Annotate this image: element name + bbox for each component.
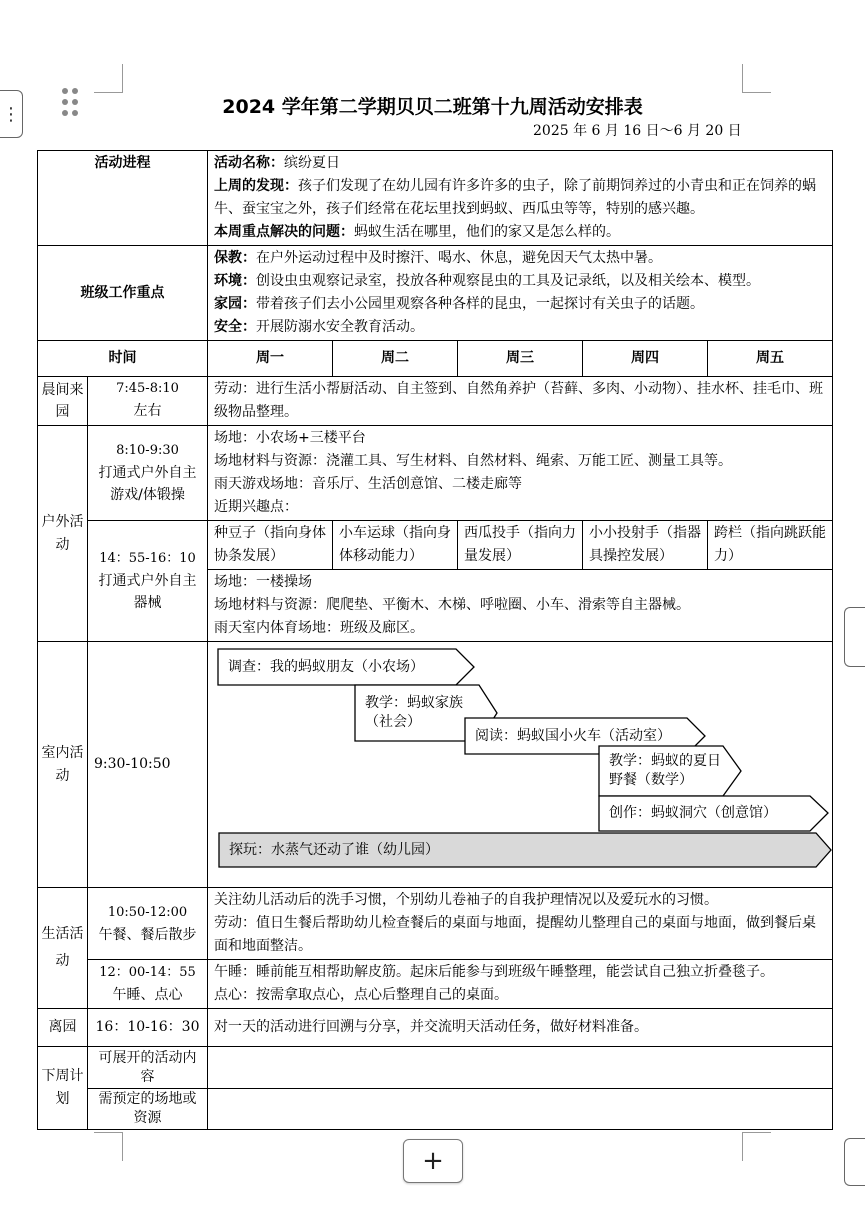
indoor-row bbox=[38, 642, 833, 888]
home-label: 家园： bbox=[214, 296, 256, 312]
life-slot1-name: 午餐、餐后散步 bbox=[98, 926, 197, 943]
day-header: 周三 bbox=[458, 341, 583, 377]
life-slot2-cell bbox=[208, 960, 833, 1009]
leave-label: 离园 bbox=[38, 1009, 88, 1047]
outdoor-row-2 bbox=[38, 521, 833, 570]
leave-row bbox=[38, 1009, 833, 1047]
life-slot2-time-cell bbox=[88, 960, 208, 1009]
outdoor-slot2-cell bbox=[208, 570, 833, 642]
activity-name-label: 活动名称： bbox=[214, 155, 284, 171]
flow-arrow bbox=[218, 649, 474, 685]
outdoor-slot1-time: 8:10-9:30 bbox=[116, 443, 179, 458]
focus-text: 蚂蚁生活在哪里，他们的家又是怎么样的。 bbox=[354, 224, 620, 240]
outdoor-slot1-time-cell bbox=[88, 426, 208, 521]
life-slot1-time: 10:50-12:00 bbox=[107, 904, 188, 920]
flow-arrow-label: 教学：蚂蚁家族（社会） bbox=[365, 695, 463, 730]
outdoor-line: 场地材料与资源：浇灌工具、写生材料、自然材料、绳索、万能工匠、测量工具等。 bbox=[214, 453, 732, 469]
flow-arrow bbox=[599, 796, 828, 831]
next-week-row-1 bbox=[38, 1047, 833, 1089]
time-header: 时间 bbox=[38, 341, 208, 377]
page-corner-mark bbox=[742, 1132, 771, 1161]
last-week-label: 上周的发现： bbox=[214, 178, 298, 194]
indoor-label: 室内活动 bbox=[38, 642, 88, 888]
schedule-table bbox=[37, 150, 833, 1130]
life-line: 点心：按需拿取点心，点心后整理自己的桌面。 bbox=[214, 987, 508, 1003]
leave-time: 16：10-16：30 bbox=[88, 1009, 208, 1047]
interest-cell: 小车运球（指向身体移动能力） bbox=[333, 521, 458, 570]
plus-icon: + bbox=[422, 1146, 444, 1176]
life-line: 午睡：睡前能互相帮助解皮筋。起床后能参与到班级午睡整理，能尝试自己独立折叠毯子。 bbox=[214, 964, 774, 980]
life-slot2-name: 午睡、点心 bbox=[112, 987, 183, 1003]
morning-time-cell bbox=[88, 377, 208, 426]
next-week-row1-content[interactable] bbox=[208, 1047, 833, 1089]
safety-label: 安全： bbox=[214, 319, 256, 335]
safety-text: 开展防溺水安全教育活动。 bbox=[256, 319, 424, 335]
life-label: 生活活动 bbox=[38, 888, 88, 1009]
vertical-ellipsis-icon: ⋮ bbox=[2, 103, 20, 125]
indoor-flow-cell bbox=[208, 642, 833, 888]
flow-arrow bbox=[599, 746, 741, 796]
class-focus-label: 班级工作重点 bbox=[38, 246, 208, 341]
day-header: 周四 bbox=[583, 341, 708, 377]
day-header: 周一 bbox=[208, 341, 333, 377]
outdoor-line: 场地：一楼操场 bbox=[214, 574, 312, 590]
outdoor-label: 户外活动 bbox=[38, 426, 88, 642]
page-corner-mark bbox=[94, 1132, 123, 1161]
outdoor-line: 场地：小农场+三楼平台 bbox=[214, 430, 366, 446]
life-slot1-time-cell bbox=[88, 888, 208, 960]
focus-label: 本周重点解决的问题： bbox=[214, 224, 354, 240]
flow-arrow-label: 调查：我的蚂蚁朋友（小农场） bbox=[228, 658, 424, 675]
last-week-text: 孩子们发现了在幼儿园有许多许多的虫子，除了前期饲养过的小青虫和正在饲养的蜗牛、蚕宝宝之外，孩子们经常在花坛里找到蚂蚁、西瓜虫等等，特别的感兴趣。 bbox=[214, 178, 816, 217]
life-line: 劳动：值日生餐后帮助幼儿检查餐后的桌面与地面，提醒幼儿整理自己的桌面与地面，做到餐后桌面和地面整洁。 bbox=[214, 915, 816, 954]
add-page-button[interactable] bbox=[403, 1139, 463, 1183]
outdoor-slot2-time-cell bbox=[88, 521, 208, 642]
interest-cell: 小小投射手（指器具操控发展） bbox=[583, 521, 708, 570]
outdoor-line: 雨天游戏场地：音乐厅、生活创意馆、二楼走廊等 bbox=[214, 476, 522, 492]
interest-cell: 种豆子（指向身体协条发展） bbox=[208, 521, 333, 570]
next-week-row2-content[interactable] bbox=[208, 1089, 833, 1130]
progress-row bbox=[38, 151, 833, 246]
care-label: 保教： bbox=[214, 250, 256, 266]
interest-cell: 跨栏（指向跳跃能力） bbox=[708, 521, 833, 570]
flow-arrow-wide bbox=[219, 833, 831, 867]
outdoor-slot2-name: 打通式户外自主器械 bbox=[98, 573, 197, 611]
life-slot1-cell bbox=[208, 888, 833, 960]
right-edge-handle[interactable] bbox=[844, 607, 865, 667]
next-week-label: 下周计划 bbox=[38, 1047, 88, 1130]
flow-arrow-label: 创作：蚂蚁洞穴（创意馆） bbox=[609, 805, 777, 821]
class-focus-cell bbox=[208, 246, 833, 341]
morning-time-note: 左右 bbox=[133, 403, 162, 419]
outdoor-slot1-cell bbox=[208, 426, 833, 521]
next-week-row-2 bbox=[38, 1089, 833, 1130]
outdoor-slot1-name: 打通式户外自主游戏/体锻操 bbox=[98, 465, 197, 503]
life-row-1 bbox=[38, 888, 833, 960]
flow-arrow-label: 教学：蚂蚁的夏日野餐（数学） bbox=[609, 753, 721, 788]
env-label: 环境： bbox=[214, 273, 256, 289]
day-header: 周五 bbox=[708, 341, 833, 377]
class-focus-row bbox=[38, 246, 833, 341]
indoor-flow bbox=[208, 642, 832, 887]
outdoor-slot2-time: 14：55-16：10 bbox=[99, 551, 196, 566]
day-header: 周二 bbox=[333, 341, 458, 377]
outdoor-row-1 bbox=[38, 426, 833, 521]
next-week-row1-label: 可展开的活动内容 bbox=[88, 1047, 208, 1089]
right-edge-handle[interactable] bbox=[844, 1138, 865, 1186]
home-text: 带着孩子们去小公园里观察各种各样的昆虫，一起探讨有关虫子的话题。 bbox=[256, 296, 704, 312]
activity-name: 缤纷夏日 bbox=[284, 155, 340, 171]
morning-label: 晨间来园 bbox=[38, 377, 88, 426]
env-text: 创设虫虫观察记录室，投放各种观察昆虫的工具及记录纸，以及相关绘本、模型。 bbox=[256, 273, 760, 289]
outdoor-line: 近期兴趣点： bbox=[214, 499, 298, 515]
interest-cell: 西瓜投手（指向力量发展） bbox=[458, 521, 583, 570]
page-corner-mark bbox=[94, 64, 123, 93]
date-range: 2025 年 6 月 16 日～6 月 20 日 bbox=[533, 123, 742, 139]
life-slot2-time: 12：00-14：55 bbox=[99, 965, 196, 980]
progress-cell bbox=[208, 151, 833, 246]
outdoor-line: 雨天室内体育场地：班级及廊区。 bbox=[214, 620, 424, 636]
life-row-2 bbox=[38, 960, 833, 1009]
care-text: 在户外运动过程中及时擦汗、喝水、休息，避免因天气太热中暑。 bbox=[256, 250, 662, 266]
morning-row bbox=[38, 377, 833, 426]
column-header-row bbox=[38, 341, 833, 377]
leave-text: 对一天的活动进行回溯与分享，并交流明天活动任务，做好材料准备。 bbox=[208, 1009, 833, 1047]
morning-text: 劳动：进行生活小帮厨活动、自主签到、自然角养护（苔藓、多肉、小动物）、挂水杯、挂毛巾、班级物品整理。 bbox=[208, 377, 833, 426]
morning-time: 7:45-8:10 bbox=[116, 381, 179, 396]
life-line: 关注幼儿活动后的洗手习惯，个别幼儿卷袖子的自我护理情况以及爱玩水的习惯。 bbox=[214, 892, 718, 908]
page-title: 2024 学年第二学期贝贝二班第十九周活动安排表 bbox=[222, 96, 643, 118]
page-corner-mark bbox=[742, 64, 771, 93]
progress-label: 活动进程 bbox=[38, 151, 208, 246]
flow-arrow-label: 阅读：蚂蚁国小火车（活动室） bbox=[475, 727, 671, 744]
indoor-time: 9:30-10:50 bbox=[88, 642, 208, 888]
outdoor-line: 场地材料与资源：爬爬垫、平衡木、木梯、呼啦圈、小车、滑索等自主器械。 bbox=[214, 597, 690, 613]
flow-arrow-label: 探玩：水蒸气还动了谁（幼儿园） bbox=[229, 841, 439, 858]
next-week-row2-label: 需预定的场地或资源 bbox=[88, 1089, 208, 1130]
